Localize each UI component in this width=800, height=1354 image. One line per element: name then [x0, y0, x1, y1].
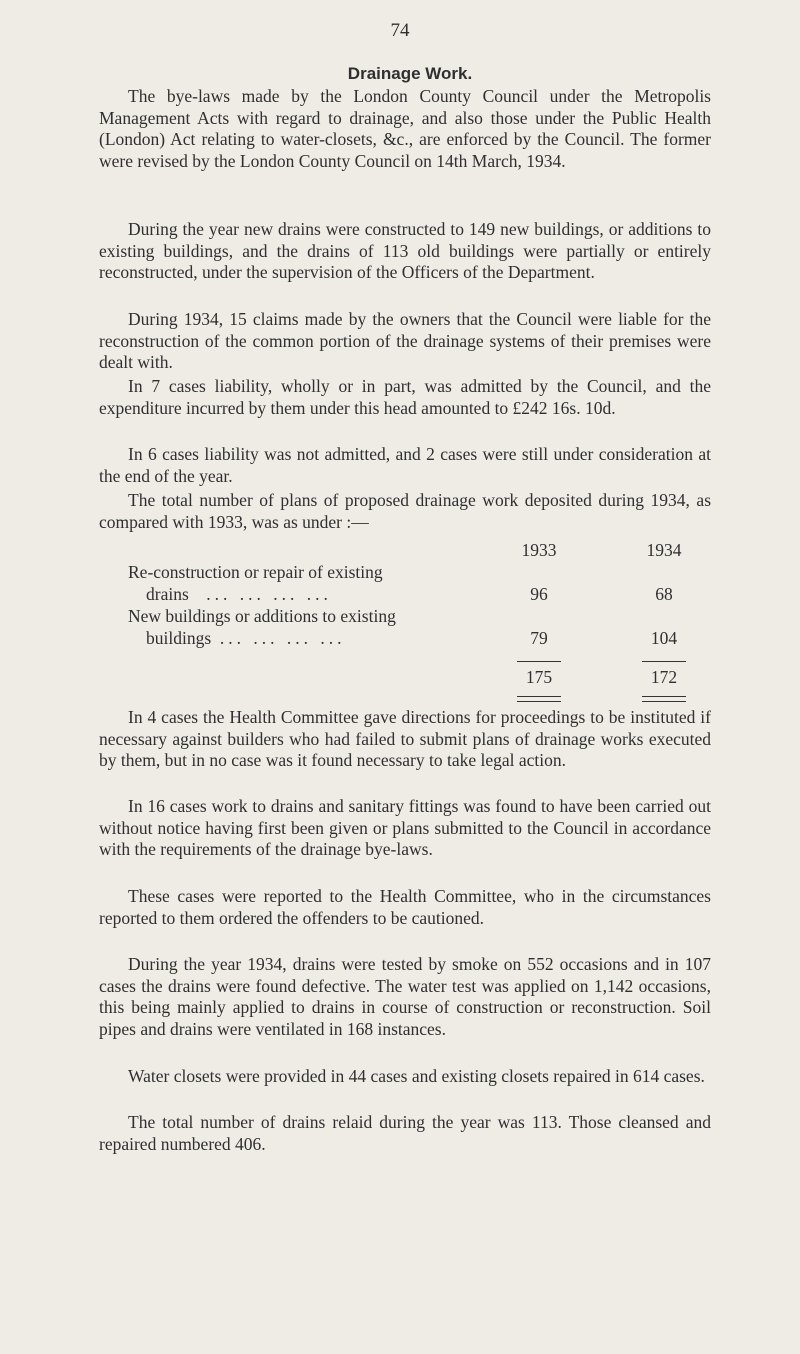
section-heading: Drainage Work.	[347, 64, 473, 83]
total-double-rule	[642, 696, 686, 702]
table-cell: 79	[530, 628, 548, 648]
paragraph: Water closets were provided in 44 cases and existing closets repaired in 614 cases.	[128, 1066, 705, 1086]
row-label-line1: Re-construction or repair of existing	[128, 562, 383, 582]
table-row-label	[128, 562, 548, 605]
paragraph: In 7 cases liability, wholly or in part, was admitted by the Council, and the expenditure incurred by them under this head amounted to £242 16s. 10d.	[99, 376, 711, 418]
row-label-line2: drains ... ... ... ...	[146, 583, 332, 604]
paragraph: During 1934, 15 claims made by the owners that the Council were liable for the reconstruction of the common portion of the drainage systems of their premises were dealt with.	[99, 309, 711, 372]
row-label-line2: buildings ... ... ... ...	[146, 627, 346, 648]
subtotal-rule	[642, 661, 686, 662]
paragraph: In 4 cases the Health Committee gave directions for proceedings to be instituted if necessary against builders who had failed to submit plans of drainage works executed by them, but in no case was it found necessary to take legal action.	[99, 707, 711, 770]
paragraph: In 6 cases liability was not admitted, and 2 cases were still under consideration at the end of the year.	[99, 444, 711, 486]
paragraph: During the year new drains were constructed to 149 new buildings, or additions to existing buildings, and the drains of 113 old buildings were partially or entirely reconstructed, under the supervision of the Officers of the Department.	[99, 219, 711, 282]
total-cell: 175	[525, 667, 553, 687]
subtotal-rule	[517, 661, 561, 662]
paragraph: In 16 cases work to drains and sanitary fittings was found to have been carried out without notice having first been given or plans submitted to the Council in accordance with the requirements of the drainage bye-laws.	[99, 796, 711, 859]
paragraph: During the year 1934, drains were tested by smoke on 552 occasions and in 107 cases the drains were found defective. The water test was applied on 1,142 occasions, this being mainly applied to drains in course of construction or reconstruction. Soil pipes and drains were ventilated in 168 instances.	[99, 954, 711, 1039]
table-row-label	[128, 606, 548, 649]
paragraph: The total number of plans of proposed drainage work deposited during 1934, as compared with 1933, was as under :—	[99, 490, 711, 532]
table-cell: 96	[530, 584, 548, 604]
table-cell: 104	[650, 628, 678, 648]
paragraph: The bye-laws made by the London County Council under the Metropolis Management Acts with regard to drainage, and also those under the Public Health (London) Act relating to water-closets, &c., are enforced by the Council. The former were revised by the London County Council on 14th March, 1934.	[99, 86, 711, 171]
paragraph: The total number of drains relaid during the year was 113. Those cleansed and repaired numbered 406.	[99, 1112, 711, 1154]
total-double-rule	[517, 696, 561, 702]
page-number: 74	[390, 20, 410, 41]
column-header-1933: 1933	[521, 540, 557, 560]
total-cell: 172	[650, 667, 678, 687]
column-header-1934: 1934	[646, 540, 682, 560]
paragraph: These cases were reported to the Health Committee, who in the circumstances reported to them ordered the offenders to be cautioned.	[99, 886, 711, 928]
row-label-line1: New buildings or additions to existing	[128, 606, 396, 626]
table-cell: 68	[655, 584, 673, 604]
